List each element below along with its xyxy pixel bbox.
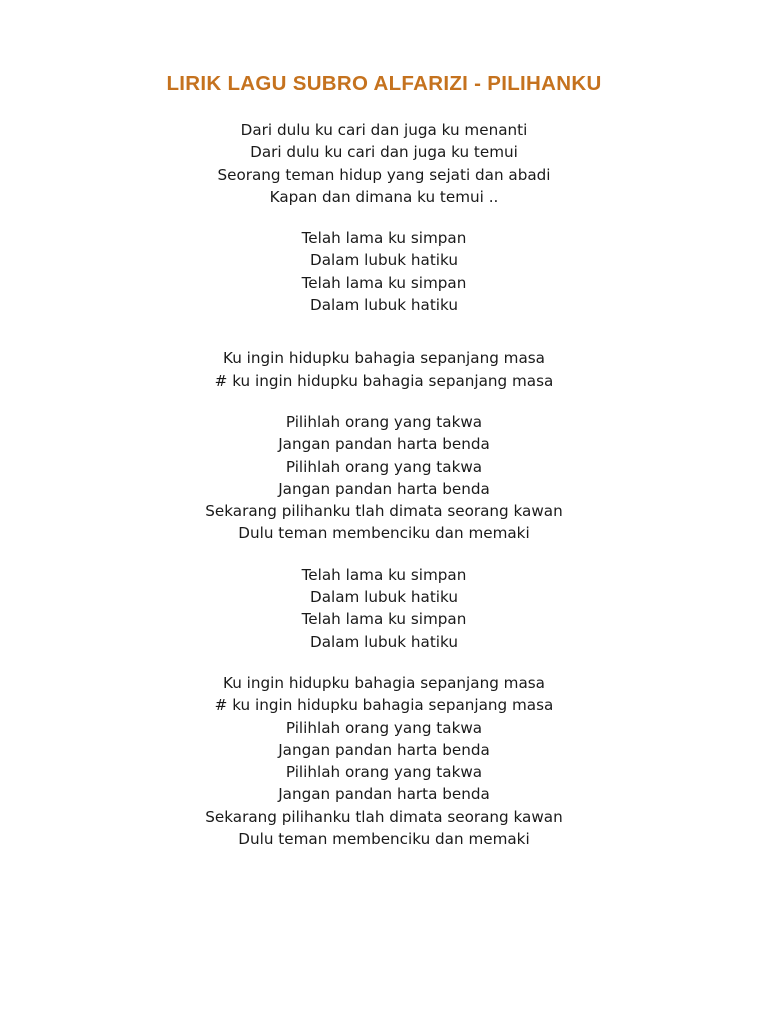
lyric-line: Pilihlah orang yang takwa (285, 763, 483, 782)
lyric-line: Jangan pandan harta benda (278, 785, 490, 804)
lyric-line: Dulu teman membenciku dan memaki (238, 524, 530, 543)
lyric-line: Pilihlah orang yang takwa (285, 457, 483, 476)
stanza-gap (0, 316, 768, 347)
stanza-gap (0, 653, 768, 672)
lyric-line: Pilihlah orang yang takwa (285, 412, 483, 431)
lyric-line: Dalam lubuk hatiku (310, 588, 458, 607)
lyric-line: Telah lama ku simpan (301, 565, 467, 584)
stanza-3 (0, 347, 768, 392)
lyric-line: Seorang teman hidup yang sejati dan abadi (217, 165, 551, 184)
stanza-4 (0, 411, 768, 545)
stanza-6 (0, 672, 768, 850)
lyric-line: Ku ingin hidupku bahagia sepanjang masa (223, 673, 545, 692)
lyric-line: Dalam lubuk hatiku (310, 251, 458, 270)
lyric-line: Dulu teman membenciku dan memaki (238, 830, 530, 849)
lyric-line: Jangan pandan harta benda (278, 435, 490, 454)
lyric-line: Jangan pandan harta benda (278, 479, 490, 498)
lyric-line: # ku ingin hidupku bahagia sepanjang masa (214, 696, 554, 715)
lyric-line: Dari dulu ku cari dan juga ku menanti (240, 121, 528, 139)
lyric-line: Dalam lubuk hatiku (310, 296, 458, 315)
lyric-line: Telah lama ku simpan (301, 610, 467, 629)
lyric-line: Dari dulu ku cari dan juga ku temui (250, 143, 518, 162)
stanza-1 (0, 119, 768, 208)
lyric-line: Sekarang pilihanku tlah dimata seorang kawan (205, 502, 563, 521)
stanza-5 (0, 564, 768, 653)
lyric-line: Dalam lubuk hatiku (310, 632, 458, 651)
page-title: LIRIK LAGU SUBRO ALFARIZI - PILIHANKU (166, 72, 602, 95)
lyric-line: Telah lama ku simpan (301, 273, 467, 292)
stanza-gap (0, 392, 768, 411)
lyric-line: Pilihlah orang yang takwa (285, 718, 483, 737)
lyric-line: Ku ingin hidupku bahagia sepanjang masa (223, 349, 545, 368)
lyric-line: Telah lama ku simpan (301, 229, 467, 248)
lyrics-body (0, 119, 768, 850)
stanza-gap (0, 208, 768, 227)
stanza-gap (0, 545, 768, 564)
lyric-line: Sekarang pilihanku tlah dimata seorang kawan (205, 807, 563, 826)
lyric-line: Jangan pandan harta benda (278, 740, 490, 759)
stanza-2 (0, 227, 768, 316)
lyric-line: Kapan dan dimana ku temui .. (269, 187, 499, 206)
lyric-line: # ku ingin hidupku bahagia sepanjang masa (214, 371, 554, 390)
